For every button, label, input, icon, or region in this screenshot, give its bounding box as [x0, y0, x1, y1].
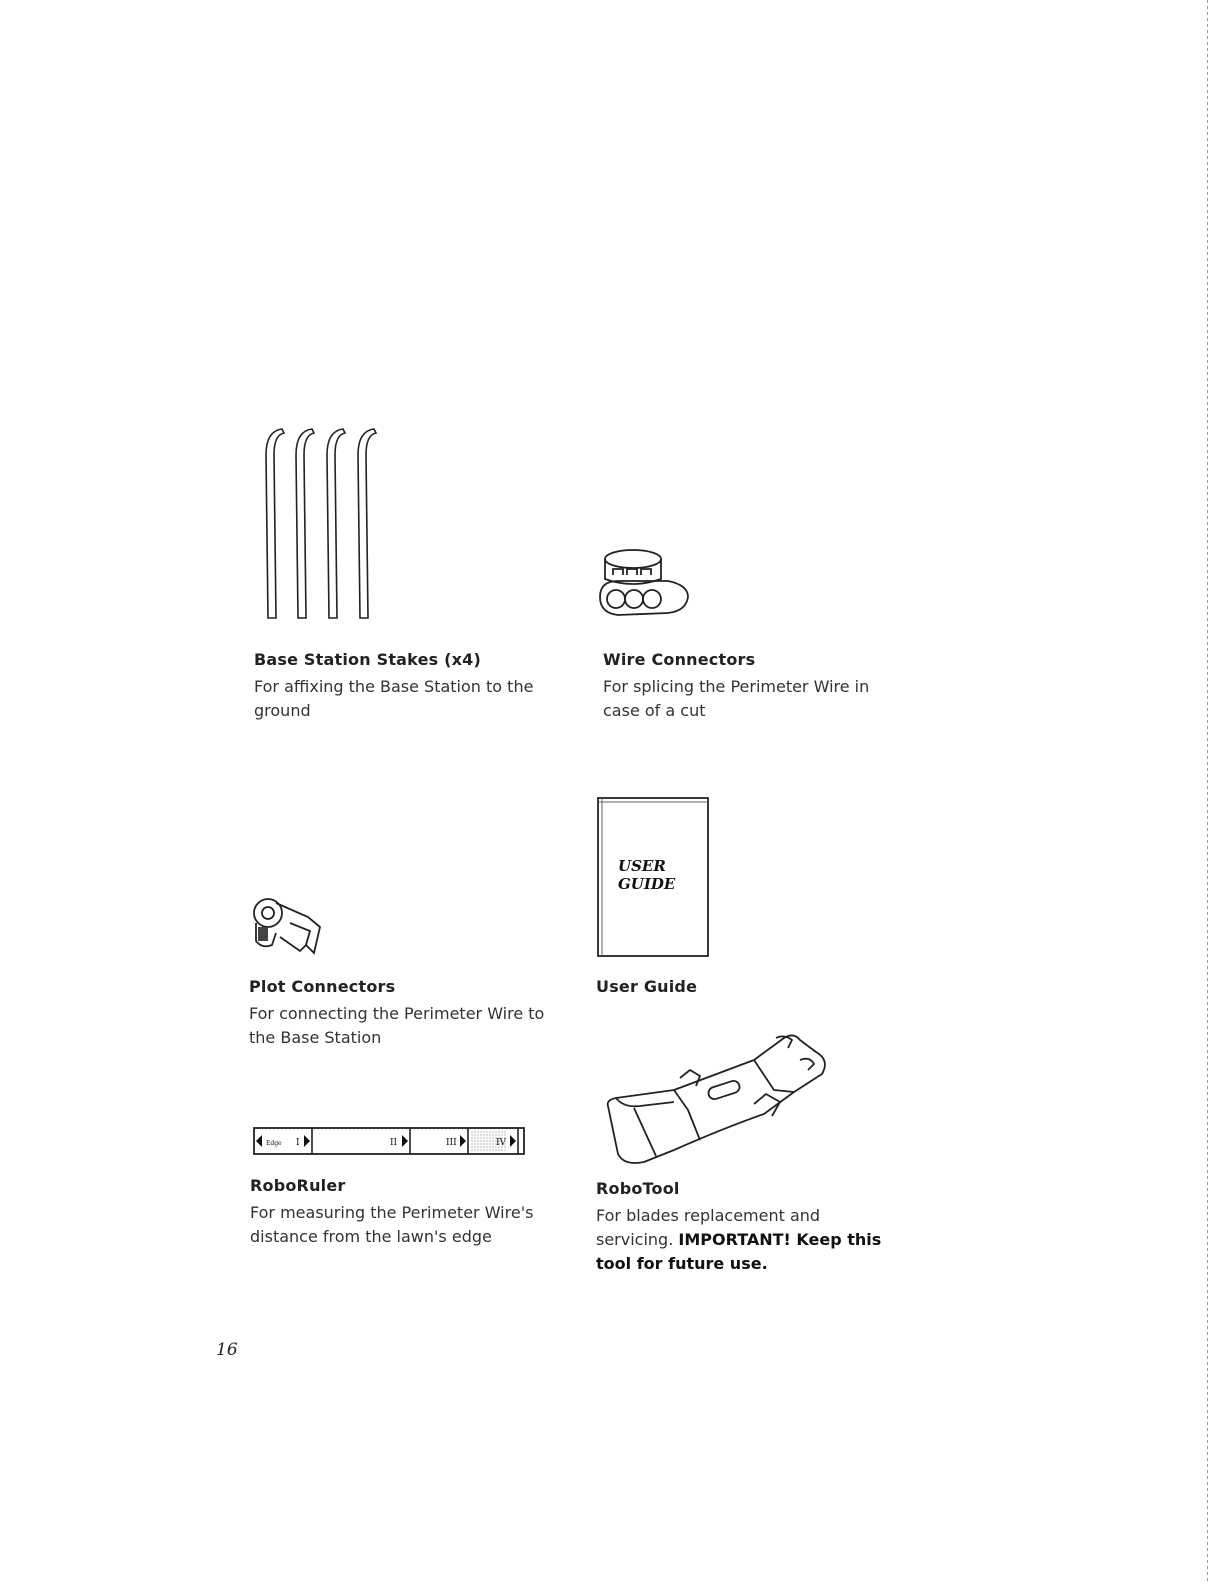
- stakes-item: [254, 650, 554, 723]
- wire-connectors-title: Wire Connectors: [603, 650, 756, 669]
- roboruler-title: RoboRuler: [250, 1176, 346, 1195]
- plot-connectors-item: [249, 977, 549, 1050]
- robotool-item: [596, 1179, 896, 1276]
- robotool-illustration: [604, 1030, 836, 1170]
- plot-connector-illustration: [250, 893, 330, 958]
- plot-connectors-title: Plot Connectors: [249, 977, 396, 996]
- ruler-mark-edge: Edge: [266, 1140, 282, 1147]
- ruler-mark-3: III: [446, 1138, 457, 1148]
- stakes-title: Base Station Stakes (x4): [254, 650, 481, 669]
- plot-connectors-description: For connecting the Perimeter Wire to the Base Station: [249, 1004, 545, 1047]
- wire-connectors-item: [603, 650, 883, 723]
- roboruler-item: [250, 1176, 550, 1249]
- stakes-description: For affixing the Base Station to the ground: [254, 677, 534, 720]
- wire-connector-illustration: [598, 545, 693, 625]
- stake-4: [358, 429, 376, 618]
- roboruler-description: For measuring the Perimeter Wire's distance from the lawn's edge: [250, 1203, 534, 1246]
- user-guide-item: [596, 977, 876, 996]
- user-guide-cover-line2: GUIDE: [618, 875, 676, 893]
- user-guide-title: User Guide: [596, 977, 698, 996]
- stake-1: [266, 429, 284, 618]
- page-edge-line: [1207, 0, 1208, 1584]
- page-number: 16: [216, 1340, 238, 1360]
- robotool-important-note: IMPORTANT! Keep this tool for future use.: [596, 1230, 882, 1273]
- stake-2: [296, 429, 314, 618]
- wire-connectors-description: For splicing the Perimeter Wire in case of a cut: [603, 677, 870, 720]
- stake-3: [327, 429, 345, 618]
- ruler-mark-4: IV: [496, 1138, 507, 1148]
- robotool-title: RoboTool: [596, 1179, 680, 1198]
- roboruler-illustration: [252, 1125, 527, 1157]
- user-guide-cover-line1: USER: [618, 857, 666, 875]
- stakes-illustration: [256, 425, 386, 625]
- ruler-mark-2: II: [390, 1138, 398, 1148]
- ruler-mark-1: I: [296, 1138, 300, 1148]
- robotool-description: [596, 1204, 896, 1276]
- user-guide-illustration: [596, 796, 712, 960]
- robotool-description-text: For blades replacement and servicing.: [596, 1206, 821, 1249]
